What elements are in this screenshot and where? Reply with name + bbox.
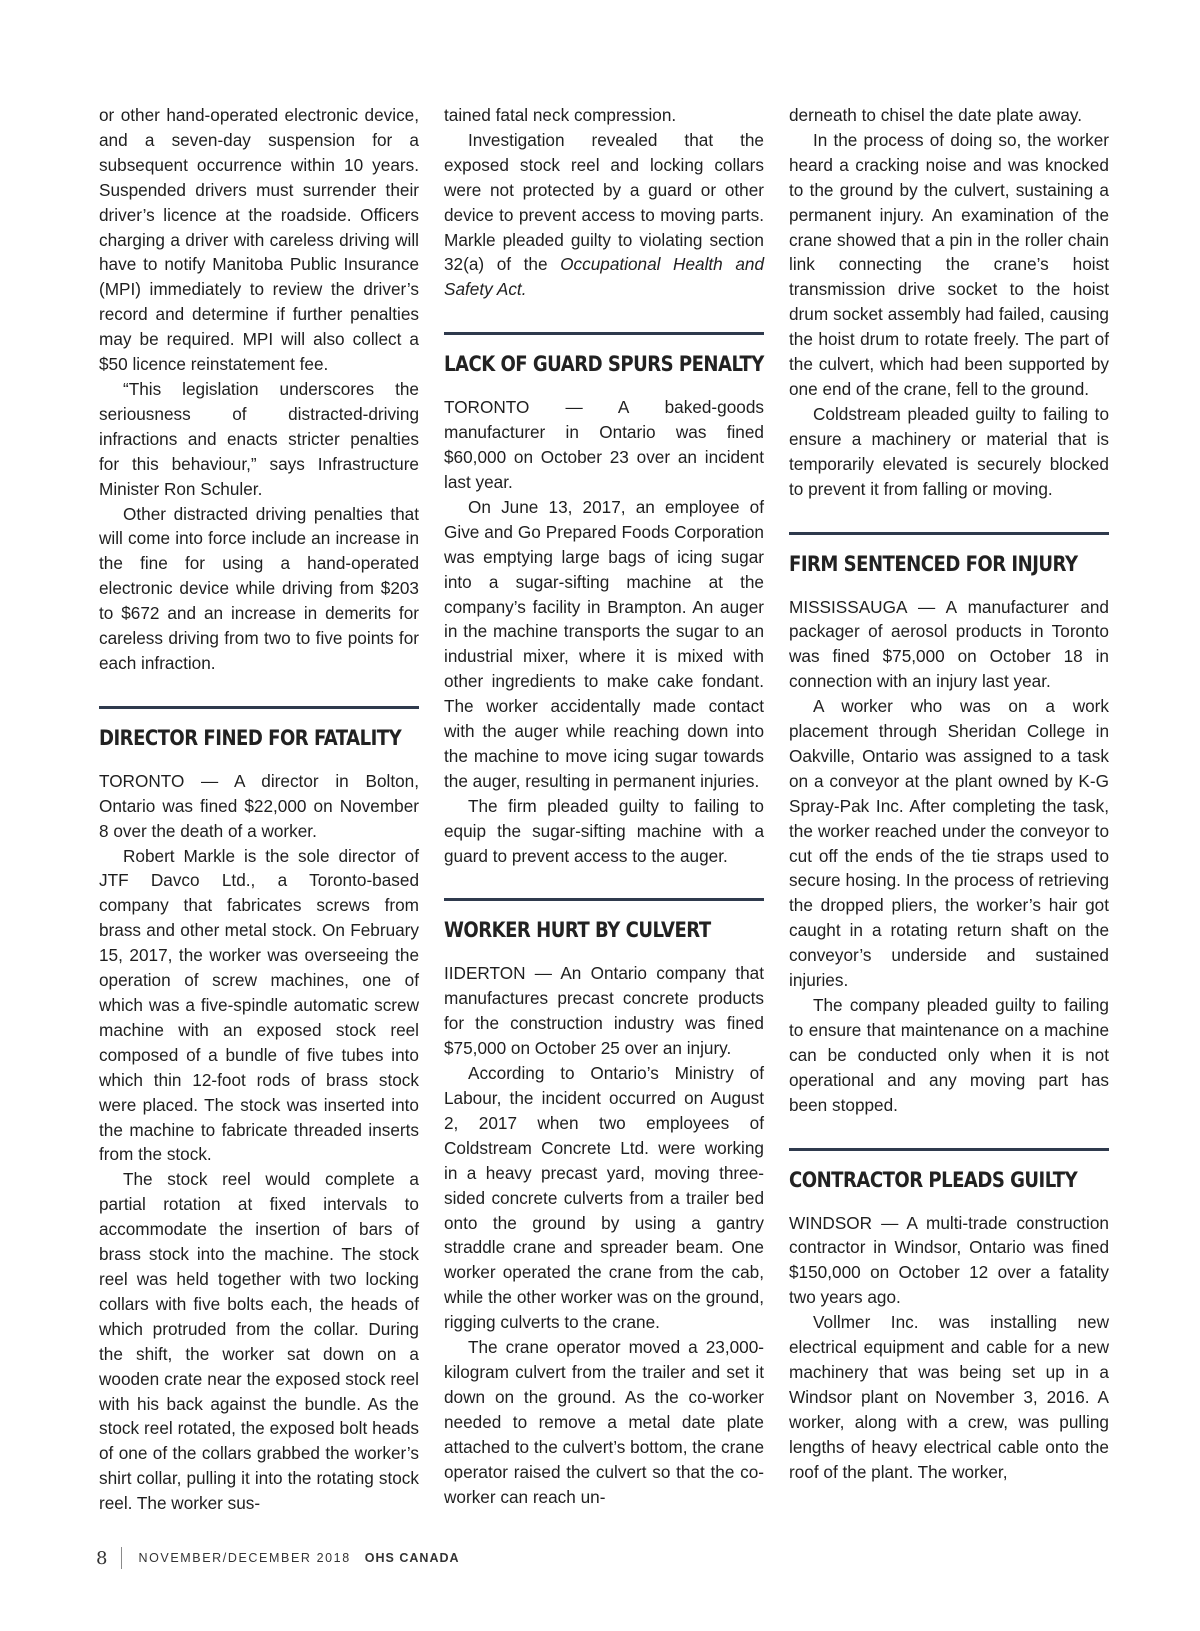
paragraph: MISSISSAUGA — A manufacturer and packager of aerosol products in Toronto was fined $75,000 on October 18 in connection with an injury last year. (789, 596, 1109, 692)
article-column-2 (444, 103, 764, 1509)
paragraph: According to Ontario’s Ministry of Labour, the incident occurred on August 2, 2017 when two employees of Coldstream Concrete Ltd. were working in a heavy precast yard, moving three-sided concrete culverts from a trailer bed onto the ground by using a gantry straddle crane and spreader beam. One worker operated the crane from the cab, while the other worker was on the ground, rigging culverts to the crane. (444, 1063, 764, 1333)
page-number: 8 (96, 1547, 108, 1569)
paragraph: or other hand-operated electronic device, and a seven-day suspension for a subsequent occurrence within 10 years. Suspended drivers must surrender their driver’s licence at the roadside. Officers charging a driver with careless driving will have to notify Manitoba Public Insurance (MPI) immediately to review the driver’s record and determine if further penalties may be required. MPI will also collect a $50 licence reinstatement fee. (99, 105, 419, 375)
paragraph: IIDERTON — An Ontario company that manufactures precast concrete products for the construction industry was fined $75,000 on October 25 over an injury. (444, 963, 764, 1059)
paragraph: Vollmer Inc. was installing new electrical equipment and cable for a new machinery that was being set up in a Windsor plant on November 3, 2016. A worker, along with a crew, was pulling lengths of heavy electrical cable onto the roof of the plant. The worker, (789, 1312, 1109, 1482)
paragraph: tained fatal neck compression. (444, 105, 677, 125)
footer-divider (121, 1547, 122, 1569)
issue-date: NOVEMBER/DECEMBER 2018 (138, 1551, 351, 1565)
paragraph: In the process of doing so, the worker heard a cracking noise and was knocked to the ground by the culvert, sustaining a permanent injury. An examination of the crane showed that a pin in the roller chain link connecting the crane’s hoist transmission drive socket to the hoist drum socket assembly had failed, causing the hoist drum to rotate freely. The part of the culvert, which had been supported by one end of the crane, fell to the ground. (789, 129, 1109, 399)
paragraph: The crane operator moved a 23,000-kilogram culvert from the trailer and set it down on the ground. As the co-worker needed to remove a metal date plate attached to the culvert’s bottom, the crane operator raised the culvert so that the co-worker can reach un- (444, 1337, 764, 1507)
paragraph: The stock reel would complete a partial rotation at fixed intervals to accommodate the insertion of bars of brass stock into the machine. The stock reel was held together with two locking collars with five bolts each, the heads of which protruded from the collar. During the shift, the worker sat down on a wooden crate near the exposed stock reel with his back against the bundle. As the stock reel rotated, the exposed bolt heads of one of the collars grabbed the worker’s shirt collar, pulling it into the rotating stock reel. The worker sus- (99, 1169, 419, 1514)
section-heading-contractor-pleads: CONTRACTOR PLEADS GUILTY (789, 1167, 1078, 1192)
section-heading-lack-of-guard: LACK OF GUARD SPURS PENALTY (444, 352, 764, 377)
section-heading-director-fined: DIRECTOR FINED FOR FATALITY (99, 725, 402, 750)
article-column-3 (789, 103, 1109, 1485)
section-divider (789, 1148, 1109, 1151)
act-title: Occupational Health and Safety Act. (444, 254, 765, 300)
paragraph (444, 128, 764, 302)
paragraph: Other distracted driving penalties that will come into force include an increase in the fine for using a hand-operated electronic device while driving from $203 to $672 and an increase in demerits for careless driving from two to five points for each infraction. (99, 503, 419, 673)
section-heading-worker-hurt: WORKER HURT BY CULVERT (444, 918, 711, 943)
section-heading-firm-sentenced: FIRM SENTENCED FOR INJURY (789, 551, 1078, 576)
paragraph: Coldstream pleaded guilty to failing to ensure a machinery or material that is temporarily elevated is securely blocked to prevent it from falling or moving. (789, 403, 1109, 499)
paragraph: On June 13, 2017, an employee of Give and Go Prepared Foods Corporation was emptying large bags of icing sugar into a sugar-sifting machine at the company’s facility in Brampton. An auger in the machine transports the sugar to an industrial mixer, where it is mixed with other ingredients to make cake fondant. The worker accidentally made contact with the auger while reaching down into the machine to move icing sugar towards the auger, resulting in permanent injuries. (444, 496, 764, 791)
paragraph-text: Investigation revealed that the exposed stock reel and locking collars were not protected by a guard or other device to prevent access to moving parts. Markle pleaded guilty to violating section 32(a) of the (444, 129, 764, 275)
section-divider (444, 898, 764, 901)
section-divider (444, 332, 764, 335)
paragraph: TORONTO — A director in Bolton, Ontario was fined $22,000 on November 8 over the death of a worker. (99, 770, 419, 841)
paragraph: WINDSOR — A multi-trade construction contractor in Windsor, Ontario was fined $150,000 on October 12 over a fatality two years ago. (789, 1212, 1109, 1308)
paragraph: The company pleaded guilty to failing to ensure that maintenance on a machine can be conducted only when it is not operational and any moving part has been stopped. (789, 995, 1109, 1115)
paragraph: Robert Markle is the sole director of JTF Davco Ltd., a Toronto-based company that fabricates screws from brass and other metal stock. On February 15, 2017, the worker was overseeing the operation of screw machines, one of which was a five-spindle automatic screw machine with an exposed stock reel composed of a bundle of five tubes into which thin 12-foot rods of brass stock were placed. The stock was inserted into the machine to fabricate threaded inserts from the stock. (99, 845, 419, 1165)
paragraph: TORONTO — A baked-goods manufacturer in Ontario was fined $60,000 on October 23 over an incident last year. (444, 397, 764, 492)
page-footer (96, 1546, 460, 1570)
publication-name: OHS CANADA (364, 1551, 460, 1565)
section-divider (789, 532, 1109, 535)
paragraph: The firm pleaded guilty to failing to equip the sugar-sifting machine with a guard to prevent access to the auger. (444, 795, 764, 866)
paragraph: “This legislation underscores the seriousness of distracted-driving infractions and enacts stricter penalties for this behaviour,” says Infrastructure Minister Ron Schuler. (99, 378, 419, 499)
article-column-1 (99, 103, 419, 1516)
paragraph: derneath to chisel the date plate away. (789, 105, 1083, 125)
section-divider (99, 706, 419, 709)
paragraph: A worker who was on a work placement through Sheridan College in Oakville, Ontario was assigned to a task on a conveyor at the plant owned by K-G Spray-Pak Inc. After completing the task, the worker reached under the conveyor to cut off the ends of the tie straps used to secure hosing. In the process of retrieving the dropped pliers, the worker’s hair got caught in a rotating return shaft on the conveyor’s underside and sustained injuries. (789, 696, 1109, 991)
